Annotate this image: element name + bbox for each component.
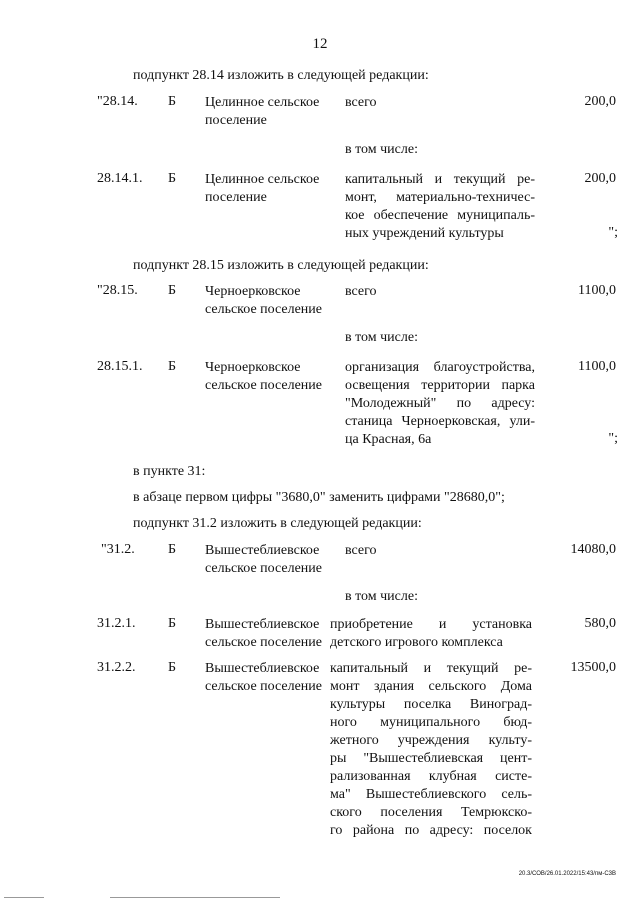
item-amount: 1100,0 <box>578 283 616 298</box>
item-desc: всего <box>345 284 377 299</box>
item-code: "28.14. <box>97 94 138 109</box>
item-desc: всего <box>345 95 377 110</box>
item-desc: в том числе: <box>345 142 418 157</box>
item-letter: Б <box>168 283 177 298</box>
item-letter: Б <box>168 171 177 186</box>
item-amount: 580,0 <box>584 616 616 631</box>
item-amount: 200,0 <box>584 171 616 186</box>
paragraph-31-abzac: в абзаце первом цифры "3680,0" заменить цифрами "28680,0"; <box>133 490 505 505</box>
item-amount: 1100,0 <box>578 359 616 374</box>
item-name: Целинное сельское поселение <box>205 172 320 205</box>
item-desc: всего <box>345 543 377 558</box>
item-desc: капитальный и текущий ре- монт здания сельского Дома культуры поселка Виноград- ного муниципального бюд- жетного учреждения культу- ры "Вышестеблиевская цент- рализованная клубная систе- ма" Вышестеблиевского сель- ского поселения Темрюкско- го района по адресу: поселок <box>330 661 532 838</box>
item-code: "28.15. <box>97 283 138 298</box>
item-desc: приобретение и установка детского игрового комплекса <box>330 617 532 650</box>
item-letter: Б <box>168 660 177 675</box>
item-name: Вышестеблиевское сельское поселение <box>205 661 322 694</box>
item-name: Черноерковское сельское поселение <box>205 284 322 317</box>
item-letter: Б <box>168 94 177 109</box>
closing-quote: "; <box>608 225 618 240</box>
item-code: "31.2. <box>101 542 135 557</box>
item-amount: 200,0 <box>584 94 616 109</box>
document-stamp: 20.3/СОВ/26.01.2022/15:43/пм-С3В <box>518 871 616 877</box>
scan-artifact <box>110 897 280 898</box>
item-letter: Б <box>168 359 177 374</box>
item-code: 31.2.2. <box>97 660 136 675</box>
paragraph-31-2: подпункт 31.2 изложить в следующей редакции: <box>133 516 422 531</box>
item-code: 28.15.1. <box>97 359 143 374</box>
item-desc: в том числе: <box>345 330 418 345</box>
item-letter: Б <box>168 542 177 557</box>
item-amount: 13500,0 <box>570 660 616 675</box>
item-amount: 14080,0 <box>570 542 616 557</box>
item-name: Черноерковское сельское поселение <box>205 360 322 393</box>
item-code: 28.14.1. <box>97 171 143 186</box>
item-desc: организация благоустройства, освещения территории парка "Молодежный" по адресу: станица Черноерковская, ули- ца Красная, 6а <box>345 360 535 447</box>
item-desc: в том числе: <box>345 589 418 604</box>
paragraph-28-15: подпункт 28.15 изложить в следующей редакции: <box>133 258 429 273</box>
closing-quote: "; <box>608 431 618 446</box>
item-name: Вышестеблиевское сельское поселение <box>205 617 322 650</box>
item-desc: капитальный и текущий ре- монт, материально-техничес- кое обеспечение муниципаль- ных учреждений культуры <box>345 172 535 241</box>
paragraph-31: в пункте 31: <box>133 464 206 479</box>
item-letter: Б <box>168 616 177 631</box>
item-code: 31.2.1. <box>97 616 136 631</box>
item-name: Целинное сельское поселение <box>205 95 320 128</box>
scan-artifact <box>4 897 44 898</box>
item-name: Вышестеблиевское сельское поселение <box>205 543 322 576</box>
page-number: 12 <box>312 36 328 52</box>
paragraph-28-14: подпункт 28.14 изложить в следующей редакции: <box>133 68 429 83</box>
